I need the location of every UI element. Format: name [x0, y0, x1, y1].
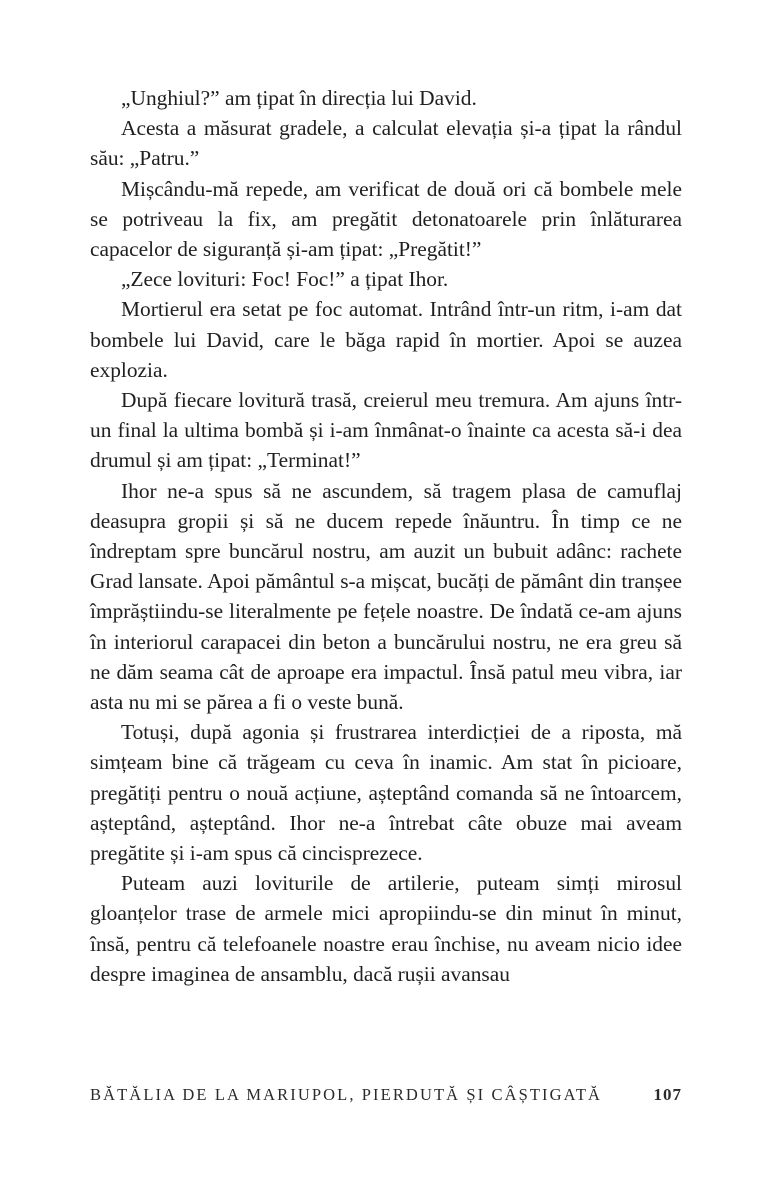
paragraph: După fiecare lovitură trasă, creierul meu tremura. Am ajuns într-un final la ultima bombă și i-am înmânat-o înainte ca acesta să-i dea drumul și am țipat: „Terminat!” — [90, 388, 682, 473]
paragraph: Totuși, după agonia și frustrarea interdicției de a riposta, mă simțeam bine că trăgeam cu ceva în inamic. Am stat în picioare, pregătiți pentru o nouă acțiune, așteptând comanda să ne întoarcem, așteptând, așteptând. Ihor ne-a întrebat câte obuze mai aveam pregătite și i-am spus că cincisprezece. — [90, 720, 682, 866]
paragraph: „Zece lovituri: Foc! Foc!” a țipat Ihor. — [121, 267, 449, 292]
paragraph: Acesta a măsurat gradele, a calculat elevația și-a țipat la rândul său: „Patru.” — [90, 116, 682, 171]
page-number: 107 — [653, 1085, 682, 1104]
paragraph: Mișcându-mă repede, am verificat de două ori că bombele mele se potriveau la fix, am pregătit detonatoarele prin înlăturarea capacelor de siguranță și-am țipat: „Pregătit!” — [90, 176, 682, 262]
paragraph: Ihor ne-a spus să ne ascundem, să tragem plasa de camuflaj deasupra gropii și să ne ducem repede înăuntru. În timp ce ne îndreptam spre buncărul nostru, am auzit un bubuit adânc: rachete Grad lansate. Apoi pământul s-a mișcat, bucăți de pământ din tranșee împrăștiindu-se literalmente pe fețele noastre. De îndată ce-am ajuns în interiorul carapacei din beton a buncărului nostru, ne era greu să ne dăm seama cât de aproape era impactul. Însă patul meu vibra, iar asta nu mi se părea a fi o veste bună. — [90, 478, 682, 715]
body-text — [90, 83, 682, 989]
paragraph: Puteam auzi loviturile de artilerie, puteam simți mirosul gloanțelor trase de armele mici apropiindu-se din minut în minut, însă, pentru că telefoanele noastre erau închise, nu aveam nicio idee despre imaginea de ansamblu, dacă rușii avansau — [90, 871, 682, 986]
paragraph: Mortierul era setat pe foc automat. Intrând într-un ritm, i-am dat bombele lui David, care le băga rapid în mortier. Apoi se auzea explozia. — [90, 297, 682, 382]
paragraph: „Unghiul?” am țipat în direcția lui David. — [121, 86, 477, 110]
running-title: BĂTĂLIA DE LA MARIUPOL, PIERDUTĂ ȘI CÂȘTIGATĂ — [90, 1085, 603, 1104]
page-footer — [90, 1085, 682, 1111]
